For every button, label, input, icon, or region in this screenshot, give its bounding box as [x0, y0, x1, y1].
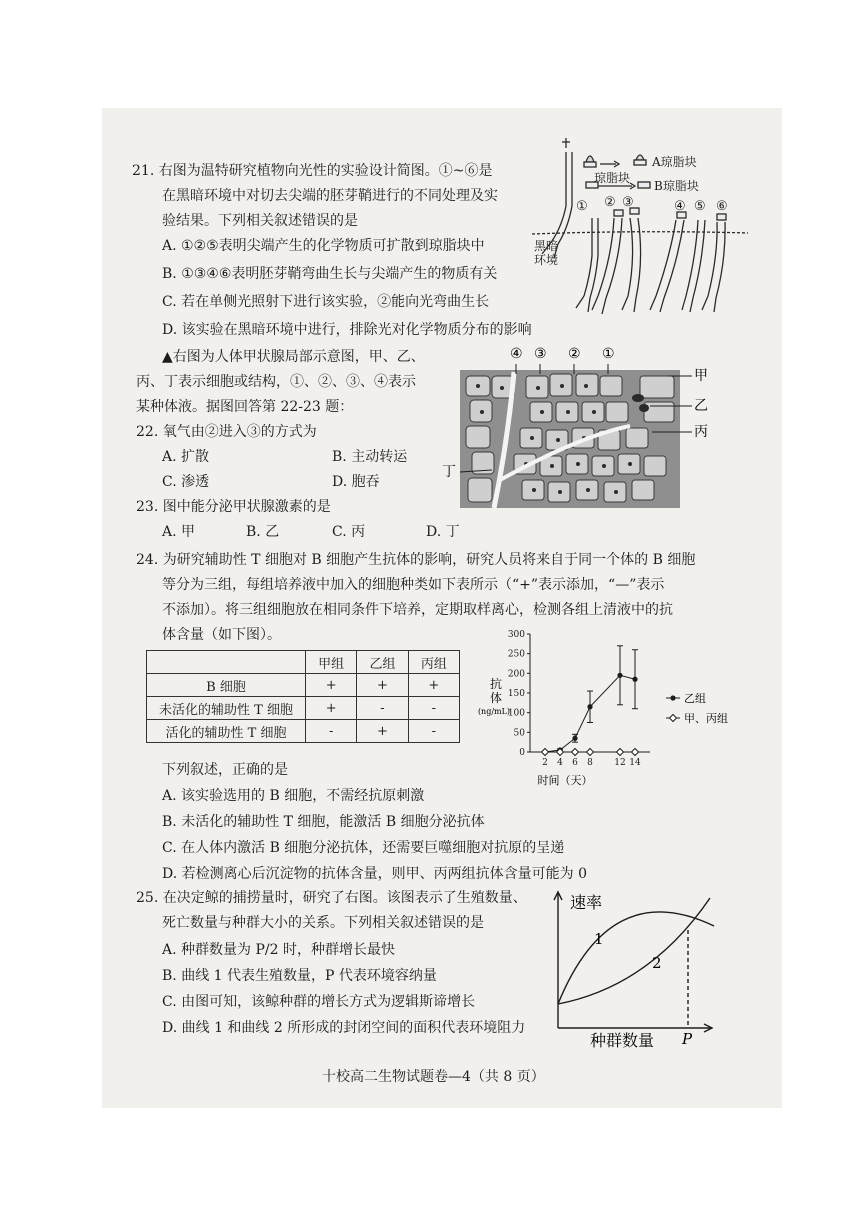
- q25-option-c[interactable]: C. 由图可知，该鲸种群的增长方式为逻辑斯谛增长: [162, 994, 476, 1010]
- x-tick-label: 8: [587, 758, 593, 768]
- table-header-row: [147, 651, 460, 674]
- legend-marker-yi: [670, 695, 675, 700]
- coleoptile-num-6: ⑥: [716, 199, 728, 214]
- page-footer: 十校高二生物试题卷—4（共 8 页）: [322, 1069, 545, 1085]
- p-mark-label: P: [682, 1030, 693, 1048]
- table-cell: -: [408, 697, 459, 720]
- data-point-jia-bing: [632, 749, 639, 756]
- q22-option-b[interactable]: B. 主动转运: [332, 449, 408, 465]
- q24-option-d[interactable]: D. 若检测离心后沉淀物的抗体含量，则甲、丙两组抗体含量可能为 0: [162, 866, 587, 882]
- q22-stem: 22. 氧气由②进入③的方式为: [136, 424, 317, 440]
- data-point-yi: [632, 677, 637, 682]
- q24-prompt: 下列叙述，正确的是: [162, 762, 288, 778]
- q21-option-a[interactable]: A. ①②⑤表明尖端产生的化学物质可扩散到琼脂块中: [162, 238, 485, 254]
- table-cell: +: [306, 674, 357, 697]
- data-point-jia-bing: [617, 749, 624, 756]
- label-yi: 乙: [694, 398, 708, 414]
- q24-option-b[interactable]: B. 未活化的辅助性 T 细胞，能激活 B 细胞分泌抗体: [162, 814, 485, 830]
- legend-series-yi: [666, 692, 706, 705]
- table-cell: -: [306, 720, 357, 743]
- curve-1: [558, 912, 714, 1004]
- q23-option-a[interactable]: A. 甲: [162, 524, 196, 540]
- table-cell: 未活化的辅助性 T 细胞: [147, 697, 306, 720]
- antibody-y-label-unit: (ng/mL): [477, 707, 511, 716]
- thyroid-intro-line-3: 某种体液。据图回答第 22-23 题：: [136, 399, 354, 415]
- q24-option-a[interactable]: A. 该实验选用的 B 细胞，不需经抗原刺激: [162, 788, 425, 804]
- y-tick-label: 200: [507, 669, 525, 680]
- table-header-cell: [147, 651, 306, 674]
- table-cell: +: [306, 697, 357, 720]
- x-tick-label: 14: [629, 758, 641, 768]
- legend-label-jia-bing: 甲、丙组: [684, 712, 728, 725]
- body-fluid-num-3: ③: [534, 346, 547, 362]
- table-header-cell: 丙组: [408, 651, 459, 674]
- q23-option-d[interactable]: D. 丁: [426, 524, 460, 540]
- data-point-yi: [617, 673, 622, 678]
- q25-stem-line-1: 25. 在决定鲸的捕捞量时，研究了右图。该图表示了生殖数量、: [136, 890, 527, 906]
- thyroid-intro-line-2: 丙、丁表示细胞或结构，①、②、③、④表示: [136, 374, 416, 390]
- antibody-y-label-1: 抗: [489, 677, 503, 691]
- legend-series-jia-bing: [666, 712, 728, 725]
- table-cell: B 细胞: [147, 674, 306, 697]
- data-point-jia-bing: [587, 749, 594, 756]
- q24-stem-line-4: 体含量（如下图）。: [162, 627, 281, 643]
- dark-env-label-1: 黑暗: [534, 239, 559, 253]
- q25-option-d[interactable]: D. 曲线 1 和曲线 2 所形成的封闭空间的面积代表环境阻力: [162, 1020, 526, 1036]
- table-cell: -: [408, 720, 459, 743]
- q21-stem-line-1: 21. 右图为温特研究植物向光性的实验设计简图。①~⑥是: [132, 163, 493, 179]
- table-cell: 活化的辅助性 T 细胞: [147, 720, 306, 743]
- q24-stem-line-3: 不添加）。将三组细胞放在相同条件下培养，定期取样离心，检测各组上清液中的抗: [162, 602, 673, 618]
- legend-label-yi: 乙组: [684, 692, 706, 705]
- table-header-cell: 乙组: [357, 651, 408, 674]
- agar-block-label: 琼脂块: [594, 171, 631, 185]
- rate-y-label: 速率: [570, 893, 603, 912]
- q22-option-c[interactable]: C. 渗透: [162, 474, 210, 490]
- thyroid-intro-line-1: ▲右图为人体甲状腺局部示意图，甲、乙、: [162, 349, 425, 365]
- label-ding: 丁: [442, 464, 456, 480]
- curve-2: [558, 898, 710, 1004]
- curve-1-label: 1: [594, 930, 604, 948]
- table-row: [147, 720, 460, 743]
- b-agar-block-label: B琼脂块: [654, 179, 699, 193]
- table-cell: -: [357, 697, 408, 720]
- table-cell: +: [357, 720, 408, 743]
- x-tick-label: 4: [557, 758, 563, 768]
- q22-option-a[interactable]: A. 扩散: [162, 449, 210, 465]
- table-cell: +: [357, 674, 408, 697]
- x-tick-label: 2: [542, 758, 548, 768]
- coleoptile-num-1: ①: [576, 199, 588, 214]
- table-header-cell: 甲组: [306, 651, 357, 674]
- q21-stem-line-3: 验结果。下列相关叙述错误的是: [162, 213, 358, 229]
- q25-stem-line-2: 死亡数量与种群大小的关系。下列相关叙述错误的是: [162, 915, 484, 931]
- antibody-y-label-2: 体: [489, 691, 503, 705]
- body-fluid-num-4: ④: [510, 346, 523, 362]
- x-tick-label: 6: [572, 758, 578, 768]
- antibody-chart: [470, 626, 740, 788]
- coleoptile-num-5: ⑤: [694, 199, 706, 214]
- rate-population-chart: [540, 886, 730, 1050]
- data-point-jia-bing: [542, 749, 549, 756]
- q21-option-b[interactable]: B. ①③④⑥表明胚芽鞘弯曲生长与尖端产生的物质有关: [162, 266, 498, 282]
- q21-option-c[interactable]: C. 若在单侧光照射下进行该实验，②能向光弯曲生长: [162, 294, 490, 310]
- thyroid-tissue-figure: [430, 340, 730, 512]
- y-tick-label: 300: [507, 630, 525, 640]
- y-tick-label: 50: [513, 728, 525, 739]
- data-point-yi: [572, 736, 577, 741]
- body-fluid-num-2: ②: [568, 346, 581, 362]
- label-jia: 甲: [694, 368, 708, 384]
- q23-stem: 23. 图中能分泌甲状腺激素的是: [136, 499, 331, 515]
- coleoptile-num-2: ②: [604, 195, 616, 210]
- antibody-x-label: 时间（天）: [537, 774, 593, 787]
- q24-stem-line-2: 等分为三组，每组培养液中加入的细胞种类如下表所示（“+”表示添加，“—”表示: [162, 577, 665, 593]
- q21-stem-line-2: 在黑暗环境中对切去尖端的胚芽鞘进行的不同处理及实: [162, 188, 498, 204]
- q25-option-b[interactable]: B. 曲线 1 代表生殖数量，P 代表环境容纳量: [162, 968, 437, 984]
- q24-option-c[interactable]: C. 在人体内激活 B 细胞分泌抗体，还需要巨噬细胞对抗原的呈递: [162, 840, 565, 856]
- coleoptile-num-4: ④: [674, 199, 686, 214]
- legend-marker-jia-bing: [670, 715, 677, 722]
- data-point-jia-bing: [572, 749, 579, 756]
- x-tick-label: 12: [614, 758, 626, 768]
- table-cell: +: [408, 674, 459, 697]
- table-row: [147, 697, 460, 720]
- coleoptile-num-3: ③: [622, 195, 634, 210]
- y-tick-label: 150: [507, 689, 525, 699]
- table-row: [147, 674, 460, 697]
- curve-2-label: 2: [652, 954, 662, 972]
- y-tick-label: 100: [507, 708, 525, 719]
- q23-option-c[interactable]: C. 丙: [332, 524, 366, 540]
- y-tick-label: 250: [507, 649, 525, 660]
- y-tick-label: 0: [519, 748, 525, 758]
- q23-option-b[interactable]: B. 乙: [246, 524, 280, 540]
- body-fluid-num-1: ①: [602, 346, 615, 362]
- q21-option-d[interactable]: D. 该实验在黑暗环境中进行，排除光对化学物质分布的影响: [162, 322, 532, 338]
- dark-env-label-2: 环境: [534, 253, 559, 267]
- cell-group-table: [146, 650, 460, 743]
- data-point-yi: [587, 704, 592, 709]
- coleoptile-experiment-figure: [532, 136, 748, 316]
- q25-option-a[interactable]: A. 种群数量为 P/2 时，种群增长最快: [162, 942, 395, 958]
- q24-stem-line-1: 24. 为研究辅助性 T 细胞对 B 细胞产生抗体的影响，研究人员将来自于同一个体的 B 细胞: [136, 552, 696, 568]
- rate-x-label: 种群数量: [590, 1031, 655, 1050]
- a-agar-block-label: A琼脂块: [652, 155, 697, 169]
- q22-option-d[interactable]: D. 胞吞: [332, 474, 380, 490]
- label-bing: 丙: [694, 424, 708, 440]
